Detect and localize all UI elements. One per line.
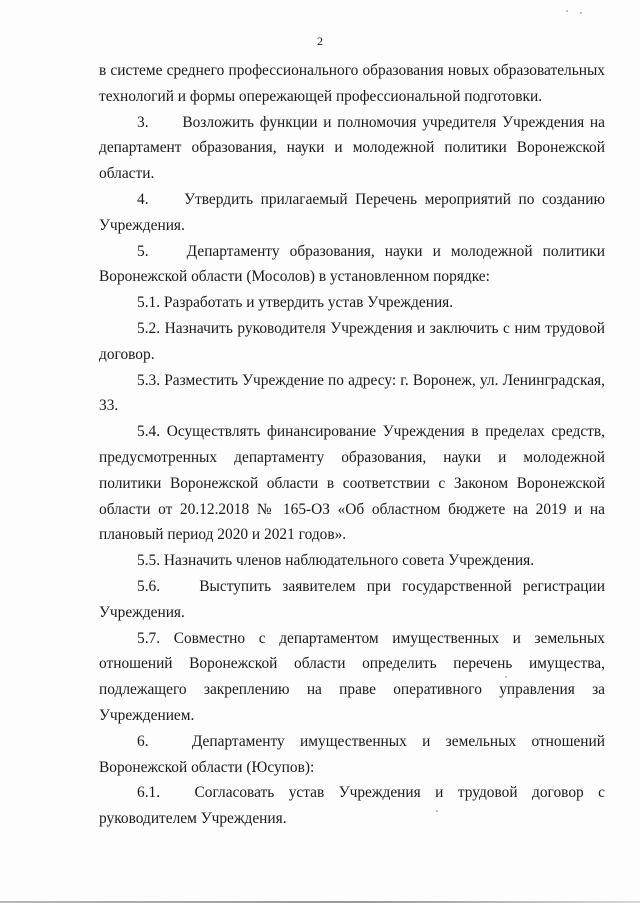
paragraph-number: 3. [137,113,149,131]
scan-speck [566,10,568,12]
paragraph-item-5-3 [99,368,605,420]
document-body [99,58,605,832]
paragraph-item-3 [99,110,605,187]
paragraph-item-5-6 [99,574,605,626]
paragraph-item-5-1 [99,290,605,316]
paragraph-text: Согласовать устав Учреждения и трудовой договор с руководителем Учреждения. [99,784,605,828]
paragraph-text: 5.4. Осуществлять финансирование Учреждения в пределах средств, предусмотренных департаменту образования, науки и молодежной политики Воронежской области в соответствии с Законом Воронежской области от 20.12.2018 № 165-ОЗ «Об областном бюджете на 2019 и на плановый период 2020 и 2021 годов». [99,423,605,544]
paragraph-item-6 [99,729,605,781]
scan-speck [580,12,582,14]
paragraph-text: Выступить заявителем при государственной регистрации Учреждения. [99,577,605,621]
paragraph-text: 5.7. Совместно с департаментом имущественных и земельных отношений Воронежской области определить перечень имущества, подлежащего закреплению на праве оперативного управления за Учреждением. [99,629,605,724]
scan-speck [436,810,438,812]
paragraph-text: 5.5. Назначить членов наблюдательного совета Учреждения. [137,552,535,570]
page-number: 2 [317,34,323,48]
paragraph-item-6-1 [99,780,605,832]
paragraph-number: 6. [137,732,149,750]
paragraph-item-4 [99,187,605,239]
paragraph-number: 5.6. [137,577,161,595]
scan-speck [505,676,507,678]
paragraph-item-5-7 [99,626,605,729]
paragraph-text: 5.1. Разработать и утвердить устав Учреждения. [137,294,454,312]
paragraph-continuation [99,58,605,110]
paragraph-item-5-4 [99,419,605,548]
paragraph-text: Утвердить прилагаемый Перечень мероприятий по созданию Учреждения. [99,190,605,234]
paragraph-item-5-5 [99,548,605,574]
paragraph-number: 5. [137,242,149,260]
paragraph-number: 4. [137,190,149,208]
paragraph-text: Возложить функции и полномочия учредителя Учреждения на департамент образования, науки и молодежной политики Воронежской области. [99,113,605,183]
paragraph-item-5 [99,239,605,291]
paragraph-text: 5.2. Назначить руководителя Учреждения и заключить с ним трудовой договор. [99,319,605,363]
paragraph-item-5-2 [99,316,605,368]
paragraph-text: Департаменту имущественных и земельных отношений Воронежской области (Юсупов): [99,732,605,776]
paragraph-text: 5.3. Разместить Учреждение по адресу: г. Воронеж, ул. Ленинградская, 33. [99,371,605,415]
paragraph-text: в системе среднего профессионального образования новых образовательных технологий и формы опережающей профессиональной подготовки. [99,62,605,105]
paragraph-text: Департаменту образования, науки и молодежной политики Воронежской области (Мосолов) в установленном порядке: [99,242,605,286]
paragraph-number: 6.1. [137,784,161,802]
